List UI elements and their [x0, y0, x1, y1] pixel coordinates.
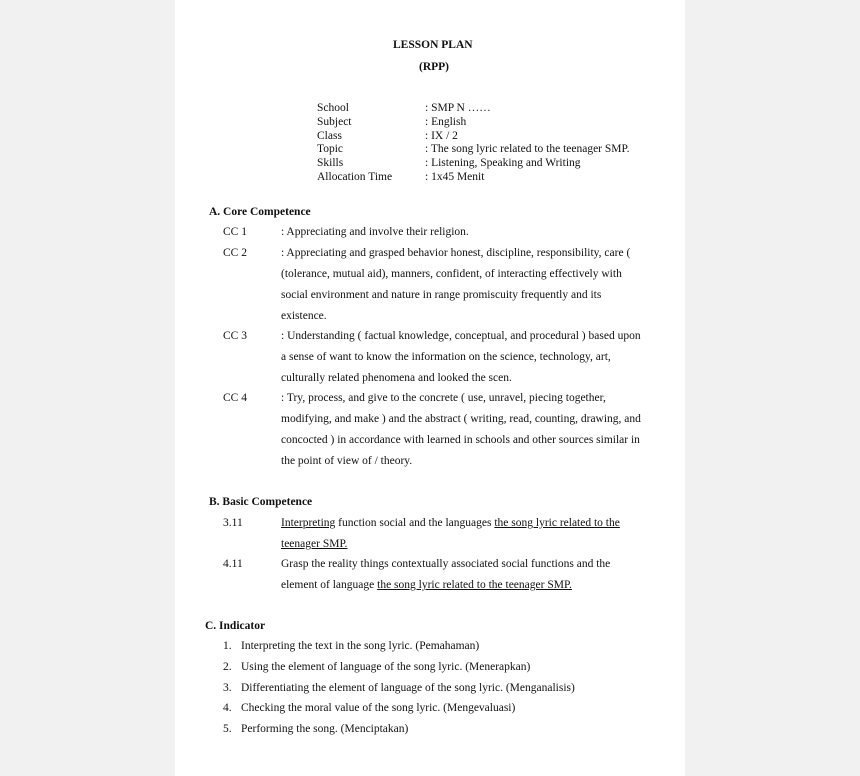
indicator-num: 5.	[223, 723, 232, 735]
info-label-subject: Subject	[317, 116, 352, 128]
bc-311-keyword: Interpreting	[281, 517, 336, 529]
section-a-heading: A. Core Competence	[209, 206, 311, 218]
cc2-line: : Appreciating and grasped behavior honest, discipline, responsibility, care (	[281, 247, 631, 259]
document-subtitle: (RPP)	[419, 61, 450, 73]
indicator-text: Differentiating the element of language of the song lyric. (Menganalisis)	[241, 682, 575, 694]
cc3-line: a sense of want to know the information on the science, technology, art,	[281, 351, 611, 363]
cc1-line: : Appreciating and involve their religion.	[281, 226, 469, 238]
info-value-topic: : The song lyric related to the teenager SMP.	[425, 143, 630, 155]
bc-311-topic: the song lyric related to the	[494, 517, 620, 529]
bc-411-code: 4.11	[223, 558, 243, 570]
cc1-code: CC 1	[223, 226, 247, 238]
indicator-text: Interpreting the text in the song lyric. (Pemahaman)	[241, 640, 480, 652]
bc-311-text: function social and the languages	[335, 517, 495, 529]
cc4-line: modifying, and make ) and the abstract ( writing, read, counting, drawing, and	[281, 413, 641, 425]
info-label-allocation: Allocation Time	[317, 171, 393, 183]
document-title: LESSON PLAN	[393, 39, 473, 51]
cc4-code: CC 4	[223, 392, 247, 404]
indicator-num: 1.	[223, 640, 232, 652]
indicator-num: 4.	[223, 702, 232, 714]
section-c-heading: C. Indicator	[205, 620, 266, 632]
indicator-text: Performing the song. (Menciptakan)	[241, 723, 409, 735]
indicator-num: 3.	[223, 682, 232, 694]
info-value-school: : SMP N ……	[425, 102, 491, 114]
indicator-text: Using the element of language of the song lyric. (Menerapkan)	[241, 661, 531, 673]
cc2-line: social environment and nature in range promiscuity frequently and its	[281, 289, 602, 301]
bc-311-topic-cont: teenager SMP.	[281, 538, 348, 550]
info-label-topic: Topic	[317, 143, 344, 155]
indicator-num: 2.	[223, 661, 232, 673]
cc2-line: existence.	[281, 310, 327, 322]
cc2-code: CC 2	[223, 247, 247, 259]
cc4-line: : Try, process, and give to the concrete ( use, unravel, piecing together,	[281, 392, 606, 404]
cc2-line: (tolerance, mutual aid), manners, confident, of interacting effectively with	[281, 268, 622, 280]
bc-411-topic: the song lyric related to the teenager SMP.	[377, 579, 572, 591]
info-value-class: : IX / 2	[425, 130, 458, 142]
cc3-code: CC 3	[223, 330, 247, 342]
bc-411-line: Grasp the reality things contextually associated social functions and the	[281, 558, 611, 570]
info-label-class: Class	[317, 130, 342, 142]
bc-411-line	[281, 578, 572, 592]
bc-411-text: element of language	[281, 579, 378, 591]
info-label-skills: Skills	[317, 157, 344, 169]
bc-311-code: 3.11	[223, 517, 243, 529]
cc4-line: the point of view of / theory.	[281, 455, 413, 467]
info-label-school: School	[317, 102, 349, 114]
bc-311-line	[281, 516, 620, 530]
info-value-skills: : Listening, Speaking and Writing	[425, 157, 581, 169]
indicator-text: Checking the moral value of the song lyric. (Mengevaluasi)	[241, 702, 516, 714]
info-value-allocation: : 1x45 Menit	[425, 171, 485, 183]
cc3-line: culturally related phenomena and looked the scen.	[281, 372, 512, 384]
cc3-line: : Understanding ( factual knowledge, conceptual, and procedural ) based upon	[281, 330, 641, 342]
document-page	[175, 0, 685, 776]
cc4-line: concocted ) in accordance with learned in schools and other sources similar in	[281, 434, 640, 446]
section-b-heading: B. Basic Competence	[209, 496, 313, 508]
info-value-subject: : English	[425, 116, 467, 128]
